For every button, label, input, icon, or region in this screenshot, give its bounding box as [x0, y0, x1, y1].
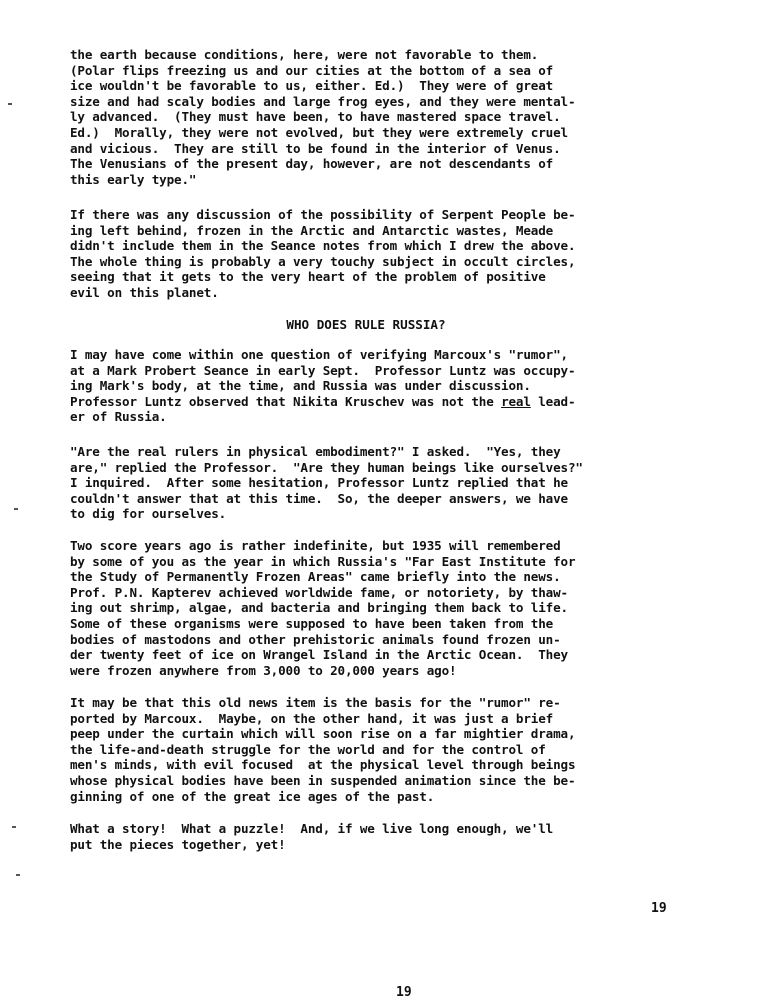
- text-line: evil on this planet.: [70, 284, 219, 300]
- paragraph-4: [70, 444, 720, 522]
- text-line: whose physical bodies have been in suspended animation since the be-: [70, 772, 576, 788]
- paragraph-2: [70, 207, 720, 301]
- text-line: (Polar flips freezing us and our cities at the bottom of a sea of: [70, 62, 554, 78]
- text-line: peep under the curtain which will soon rise on a far mightier drama,: [70, 726, 576, 742]
- page-number-right: 19: [651, 901, 667, 916]
- text-line: I inquired. After some hesitation, Professor Luntz replied that he: [70, 475, 568, 491]
- page-number-bottom: 19: [396, 985, 412, 1000]
- text-line: ing left behind, frozen in the Arctic and Antarctic wastes, Meade: [70, 222, 554, 238]
- scan-mark: [8, 103, 12, 105]
- text-line: put the pieces together, yet!: [70, 836, 286, 852]
- section-heading: [0, 317, 772, 333]
- underlined-word: real: [501, 393, 531, 409]
- paragraph-5: [70, 538, 720, 678]
- text-line: at a Mark Probert Seance in early Sept. Professor Luntz was occupy-: [70, 362, 576, 378]
- text-line: I may have come within one question of verifying Marcoux's "rumor",: [70, 347, 568, 362]
- text-line: der twenty feet of ice on Wrangel Island in the Arctic Ocean. They: [70, 647, 568, 663]
- text-segment: Professor Luntz observed that Nikita Kruschev was not the: [70, 393, 502, 409]
- text-line: size and had scaly bodies and large frog eyes, and they were mental-: [70, 93, 576, 109]
- text-line: the life-and-death struggle for the world and for the control of: [70, 741, 546, 757]
- paragraph-7: [70, 821, 720, 852]
- text-line: bodies of mastodons and other prehistoric animals found frozen un-: [70, 631, 561, 647]
- scan-mark: [16, 874, 20, 876]
- text-line: seeing that it gets to the very heart of the problem of positive: [70, 269, 546, 285]
- text-line: What a story! What a puzzle! And, if we live long enough, we'll: [70, 821, 554, 836]
- text-line: are," replied the Professor. "Are they human beings like ourselves?": [70, 459, 583, 475]
- text-line: er of Russia.: [70, 409, 167, 425]
- text-line: the earth because conditions, here, were not favorable to them.: [70, 47, 539, 62]
- text-line: Ed.) Morally, they were not evolved, but they were extremely cruel: [70, 124, 568, 140]
- text-line: by some of you as the year in which Russia's "Far East Institute for: [70, 553, 576, 569]
- text-line: ly advanced. (They must have been, to have mastered space travel.: [70, 109, 561, 125]
- text-line: and vicious. They are still to be found in the interior of Venus.: [70, 140, 561, 156]
- text-line: It may be that this old news item is the basis for the "rumor" re-: [70, 695, 561, 710]
- text-segment: lead-: [530, 393, 576, 409]
- scan-mark: [14, 508, 18, 510]
- text-line: couldn't answer that at this time. So, the deeper answers, we have: [70, 490, 568, 506]
- paragraph-3: [70, 347, 720, 425]
- text-line: ice wouldn't be favorable to us, either. Ed.) They were of great: [70, 78, 554, 94]
- text-line: The whole thing is probably a very touchy subject in occult circles,: [70, 253, 576, 269]
- text-line: ing Mark's body, at the time, and Russia was under discussion.: [70, 378, 531, 394]
- paragraph-6: [70, 695, 720, 804]
- text-line: men's minds, with evil focused at the physical level through beings: [70, 757, 576, 773]
- text-line: ing out shrimp, algae, and bacteria and bringing them back to life.: [70, 600, 568, 616]
- text-line-with-underline: [70, 394, 720, 410]
- section-heading-text: WHO DOES RULE RUSSIA?: [286, 317, 446, 332]
- text-line: ginning of one of the great ice ages of the past.: [70, 788, 435, 804]
- scan-mark: [12, 826, 16, 828]
- text-line: Two score years ago is rather indefinite, but 1935 will remembered: [70, 538, 561, 553]
- paragraph-1: [70, 47, 720, 187]
- text-line: Some of these organisms were supposed to have been taken from the: [70, 615, 554, 631]
- text-line: The Venusians of the present day, however, are not descendants of: [70, 156, 554, 172]
- text-line: "Are the real rulers in physical embodiment?" I asked. "Yes, they: [70, 444, 561, 459]
- text-line: ported by Marcoux. Maybe, on the other hand, it was just a brief: [70, 710, 554, 726]
- text-line: If there was any discussion of the possibility of Serpent People be-: [70, 207, 576, 222]
- text-line: Prof. P.N. Kapterev achieved worldwide fame, or notoriety, by thaw-: [70, 584, 568, 600]
- text-line: were frozen anywhere from 3,000 to 20,000 years ago!: [70, 662, 457, 678]
- text-line: this early type.": [70, 171, 197, 187]
- text-line: to dig for ourselves.: [70, 506, 227, 522]
- text-line: the Study of Permanently Frozen Areas" came briefly into the news.: [70, 569, 561, 585]
- text-line: didn't include them in the Seance notes from which I drew the above.: [70, 238, 576, 254]
